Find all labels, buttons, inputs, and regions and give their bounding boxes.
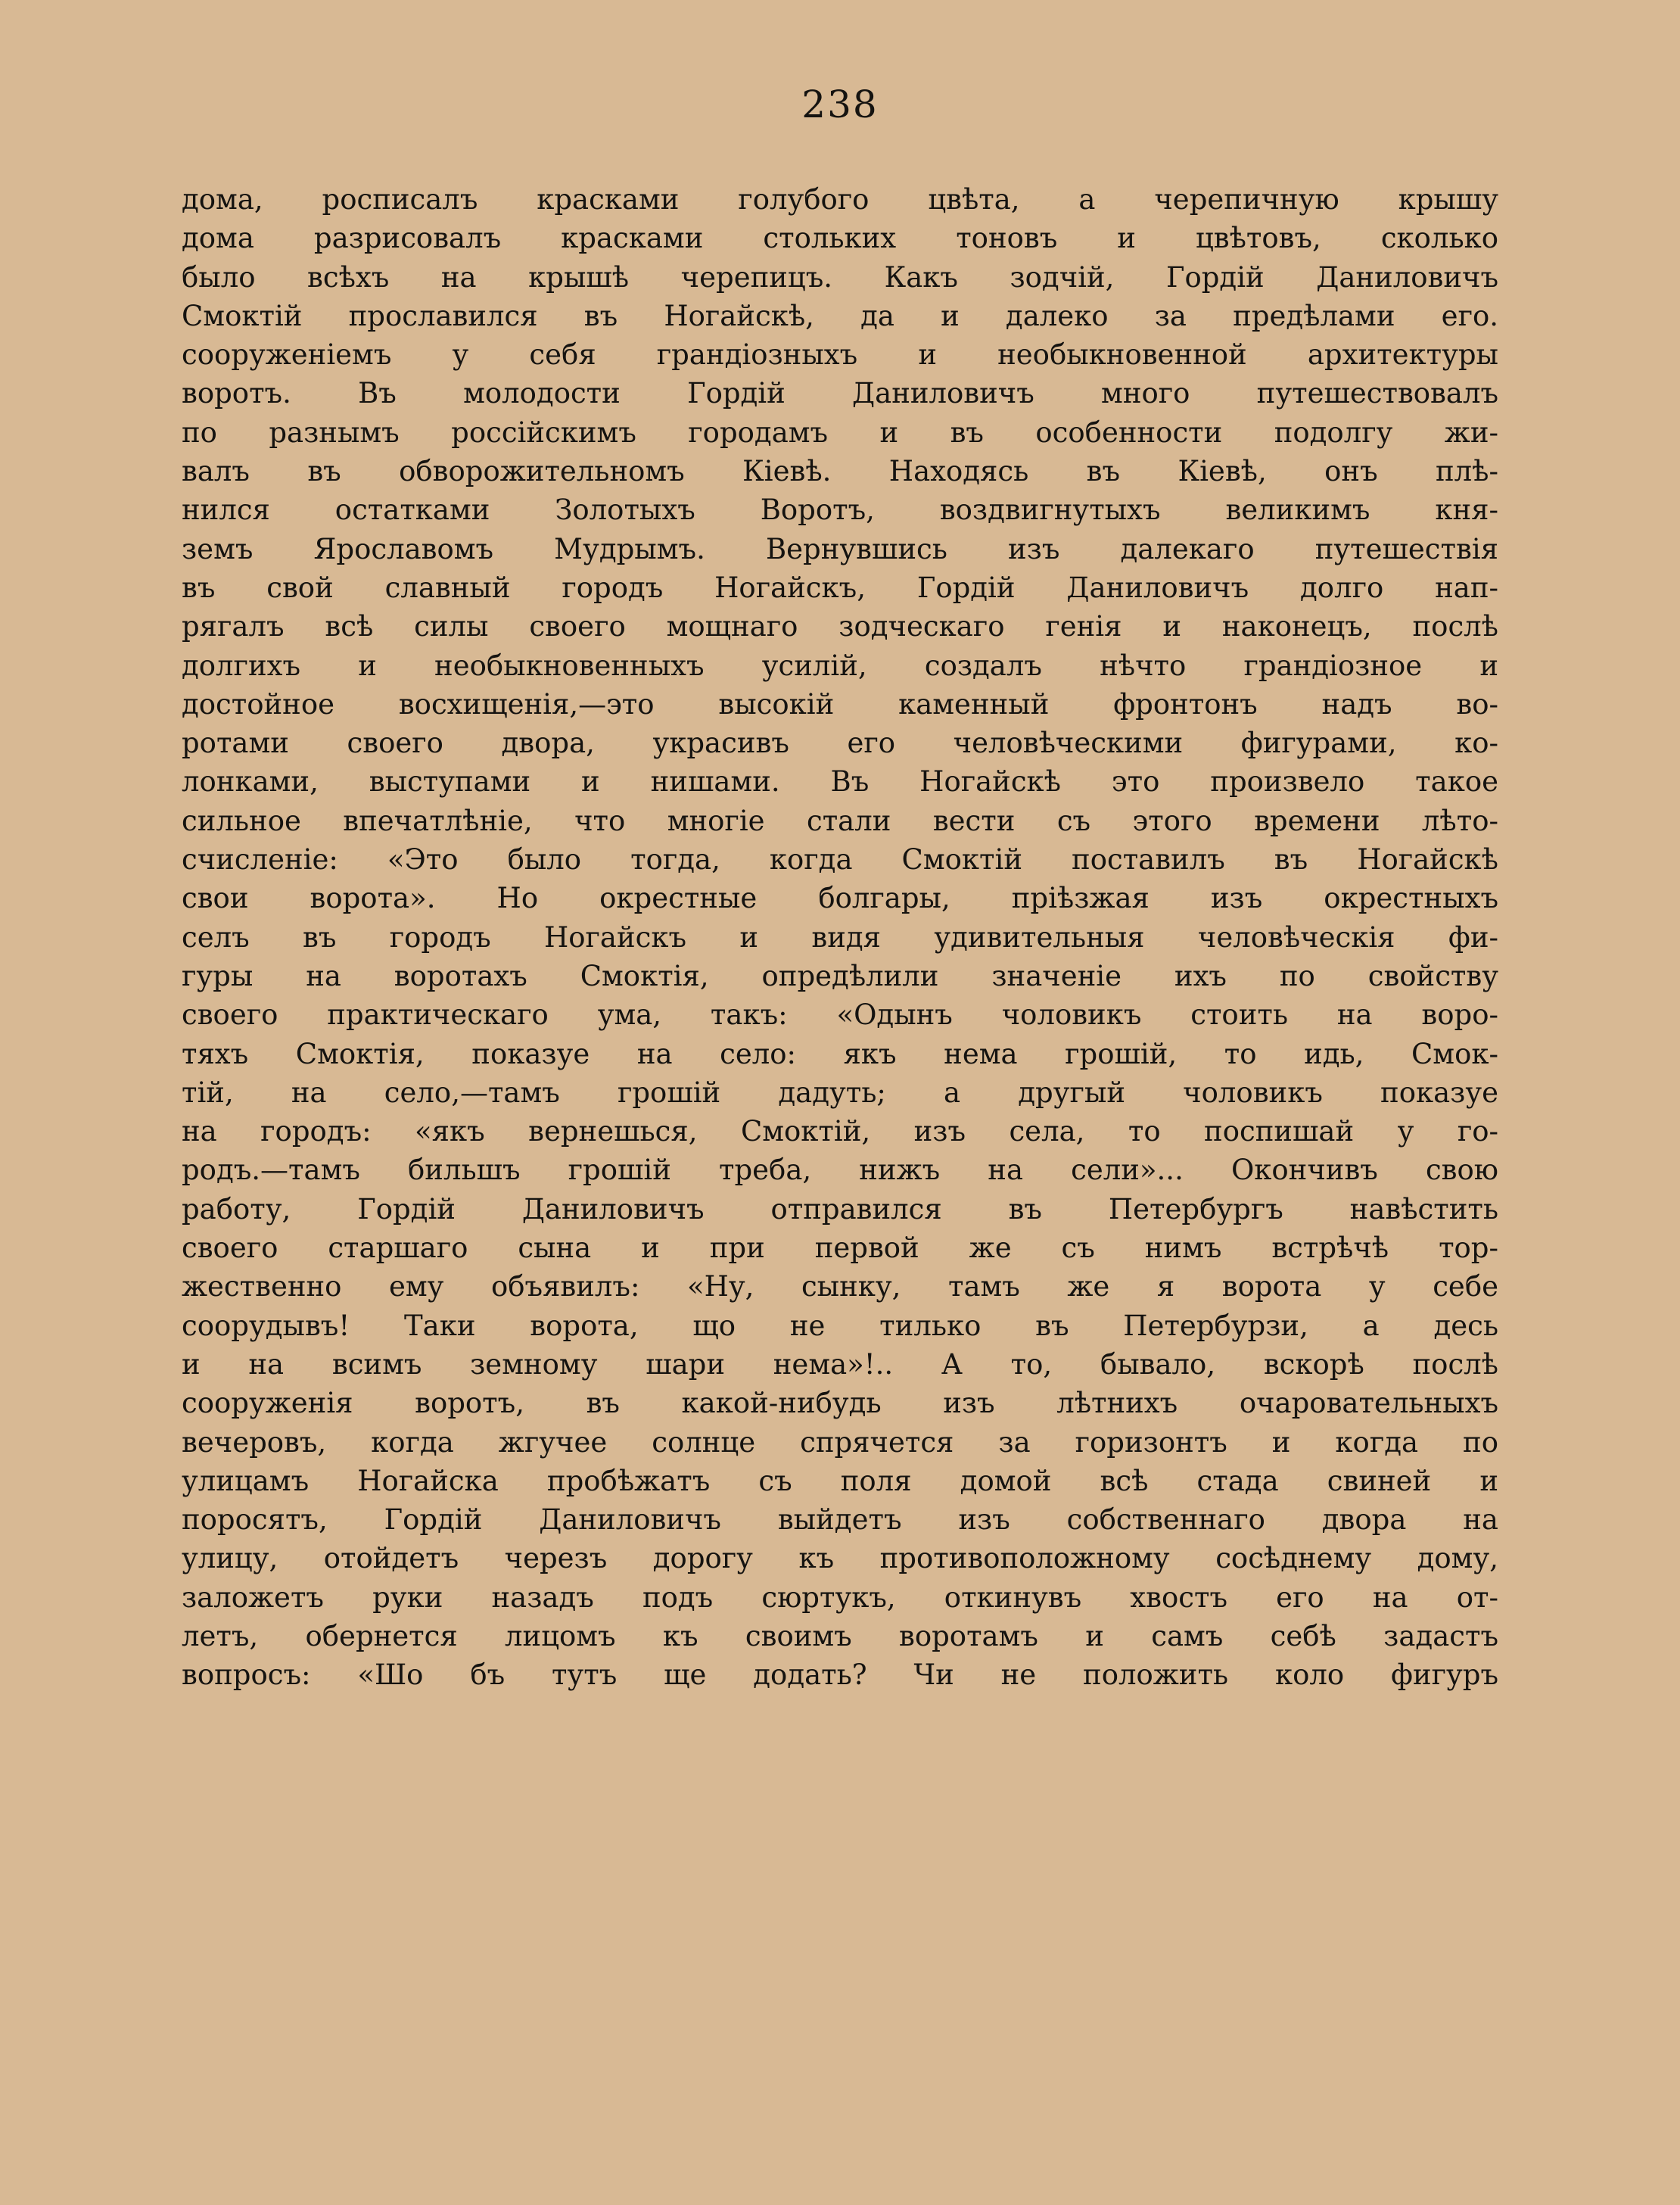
- text-line: тій, на село,—тамъ грошій дадуть; а другый чоловикъ показуе: [182, 1076, 1498, 1109]
- page-number: 238: [801, 83, 879, 126]
- text-line: жественно ему объявилъ: «Ну, сынку, тамъ же я ворота у себе: [182, 1270, 1498, 1303]
- text-line: Смоктій прославился въ Ногайскѣ, да и далеко за предѣлами его.: [182, 299, 1498, 332]
- text-line: воротъ. Въ молодости Гордій Даниловичъ много путешествовалъ: [182, 377, 1498, 410]
- text-line: улицамъ Ногайска пробѣжатъ съ поля домой всѣ стада свиней и: [182, 1464, 1498, 1497]
- text-line: нился остатками Золотыхъ Воротъ, воздвигнутыхъ великимъ кня-: [182, 494, 1498, 527]
- text-line: вопросъ: «Шо бъ тутъ ще додать? Чи не положить коло фигуръ: [182, 1658, 1498, 1692]
- text-line: гуры на воротахъ Смоктія, опредѣлили значеніе ихъ по свойству: [182, 959, 1498, 992]
- text-line: родъ.—тамъ бильшъ грошій треба, нижъ на сели»... Окончивъ свою: [182, 1154, 1498, 1187]
- text-line: заложетъ руки назадъ подъ сюртукъ, откинувъ хвостъ его на от-: [182, 1581, 1498, 1614]
- text-line: летъ, обернется лицомъ къ своимъ воротамъ и самъ себѣ задастъ: [182, 1619, 1498, 1652]
- text-line: своего практическаго ума, такъ: «Одынъ чоловикъ стоить на воро-: [182, 998, 1498, 1032]
- text-line: улицу, отойдетъ черезъ дорогу къ противоположному сосѣднему дому,: [182, 1542, 1498, 1575]
- text-line: своего старшаго сына и при первой же съ нимъ встрѣчѣ тор-: [182, 1232, 1498, 1265]
- text-line: селъ въ городъ Ногайскъ и видя удивительныя человѣческія фи-: [182, 920, 1498, 954]
- text-line: ротами своего двора, украсивъ его человѣческими фигурами, ко-: [182, 727, 1498, 760]
- text-line: было всѣхъ на крышѣ черепицъ. Какъ зодчій, Гордій Даниловичъ: [182, 260, 1498, 294]
- text-line: въ свой славный городъ Ногайскъ, Гордій Даниловичъ долго нап-: [182, 571, 1498, 604]
- text-line: и на всимъ земному шари нема»!.. А то, бывало, вскорѣ послѣ: [182, 1347, 1498, 1381]
- text-line: тяхъ Смоктія, показуе на село: якъ нема грошій, то идь, Смок-: [182, 1037, 1498, 1070]
- text-line: земъ Ярославомъ Мудрымъ. Вернувшись изъ далекаго путешествія: [182, 532, 1498, 565]
- text-line: на городъ: «якъ вернешься, Смоктій, изъ села, то поспишай у го-: [182, 1115, 1498, 1148]
- text-line: свои ворота». Но окрестные болгары, пріѣзжая изъ окрестныхъ: [182, 882, 1498, 915]
- text-line: сооруженіемъ у себя грандіозныхъ и необыкновенной архитектуры: [182, 338, 1498, 372]
- text-line: рягалъ всѣ силы своего мощнаго зодческаго генія и наконецъ, послѣ: [182, 610, 1498, 643]
- text-line: лонками, выступами и нишами. Въ Ногайскѣ это произвело такое: [182, 765, 1498, 799]
- text-line: поросятъ, Гордій Даниловичъ выйдетъ изъ собственнаго двора на: [182, 1503, 1498, 1537]
- text-line: дома, росписалъ красками голубого цвѣта, а черепичную крышу: [182, 183, 1498, 216]
- text-line: сильное впечатлѣніе, что многіе стали вести съ этого времени лѣто-: [182, 804, 1498, 837]
- text-line: вечеровъ, когда жгучее солнце спрячется за горизонтъ и когда по: [182, 1425, 1498, 1459]
- text-line: соорудывъ! Таки ворота, що не тилько въ Петербурзи, а десь: [182, 1309, 1498, 1342]
- text-line: валъ въ обворожительномъ Кіевѣ. Находясь въ Кіевѣ, онъ плѣ-: [182, 455, 1498, 488]
- body-text: [182, 180, 1498, 1695]
- text-line: долгихъ и необыкновенныхъ усилій, создалъ нѣчто грандіозное и: [182, 649, 1498, 682]
- text-line: работу, Гордій Даниловичъ отправился въ Петербургъ навѣстить: [182, 1192, 1498, 1226]
- text-line: дома разрисовалъ красками стольких тоновъ и цвѣтовъ, сколько: [182, 222, 1498, 255]
- text-line: по разнымъ россійскимъ городамъ и въ особенности подолгу жи-: [182, 416, 1498, 449]
- text-line: достойное восхищенія,—это высокій каменный фронтонъ надъ во-: [182, 687, 1498, 721]
- text-line: сооруженія воротъ, въ какой-нибудь изъ лѣтнихъ очаровательныхъ: [182, 1387, 1498, 1420]
- text-line: счисленіе: «Это было тогда, когда Смоктій поставилъ въ Ногайскѣ: [182, 843, 1498, 877]
